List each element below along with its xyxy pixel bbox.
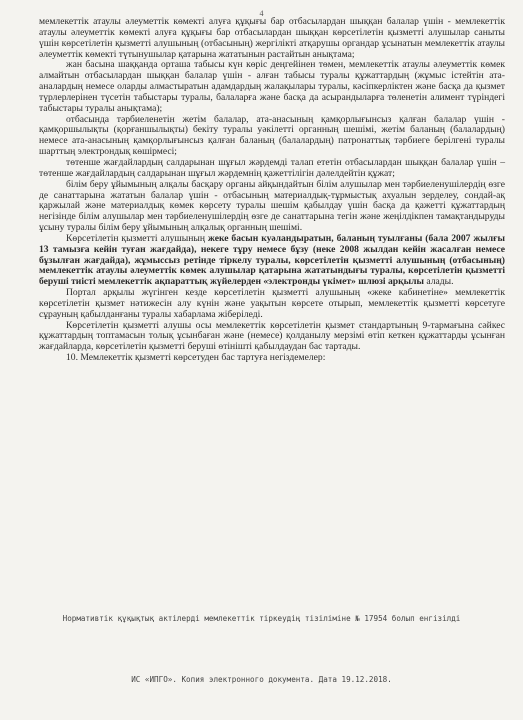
- paragraph-atauly-komek: мемлекеттік атаулы әлеуметтік көмекті алуға құқығы бар отбасылардан шыққан балалар үшін - мемлекеттік атаулы әлеуметтік көмекті алуға құқығы бар отбасылардан шыққан көрсетілетін қызметті алушылар саныты үшін көрсетілетін қызметті алушының (отбасының) жергілікті атқарушы органдар ұсынатын мемлекеттік атаулы әлеуметтік көмекті түтынушылар қатарына жататынын растайтын анықтама;: [39, 16, 505, 60]
- section-heading: 10. Мемлекеттік қызметті көрсетуден бас тартуға негіздемелер:: [66, 352, 326, 364]
- data-sources-lead: Көрсетілетін қызметті алушының: [66, 232, 208, 244]
- paragraph-refusal: Көрсетілетін қызметті алушы осы мемлекеттік көрсетілетін қызмет стандартының 9-тармағына сәйкес құжаттардың топтамасын толық ұсынбаған және (немесе) қолданылу мерзімі өтіп кеткен құжаттарды ұсынған жағдайларда, көрсетілетін қызметті беруші өтінішті қабылдаудан бас тартады.: [39, 319, 505, 353]
- data-sources-tail: алады.: [424, 276, 454, 288]
- paragraph-orphans: отбасында тәрбиеленетін жетім балалар, ата-анасының қамқорлығынсыз қалған балалар үшін - қамқоршылықты (қорғаншылықты) бекіту туралы уәкілетті органның шешімі, жетім баланың (балалардың) немесе ата-анасының қамқорлығынсыз қалған баланың (балалардың) патронаттық тәрбиеге берілгені туралы шарттың электрондық көшірмесі;: [39, 113, 505, 158]
- data-sources-bold: жеке басын куәландыратын, баланың туылғаны (бала 2007 жылғы 13 тамызға кейін туған жағдайда), некеге тұру немесе бұзу (неке 2008 жылдан кейін жасалған немесе бұзылған жағдайда), жұмыссыз ретінде тіркелу туралы, көрсетілетін қызметті алушының (отбасының) мемлекеттік атаулы әлеуметтік көмек алушылар қатарына жататындығы туралы, көрсетілетін қызметті беруші тиісті мемлекеттік ақпараттық жүйелерден «электронды үкімет» шлюзі арқылы: [39, 232, 505, 288]
- registry-footer: Нормативтік құқықтық актілерді мемлекеттік тіркеудің тізіліміне № 17954 болып енгізілді: [62, 614, 461, 623]
- paragraph-data-sources: [39, 234, 505, 288]
- page-number: 4: [259, 9, 264, 18]
- copy-footer: ИС «ИПГО». Копия электронного документа. Дата 19.12.2018.: [131, 675, 392, 684]
- paragraph-portal: Портал арқылы жүгінген кезде көрсетілетін қызметті алушының «жеке кабинетіне» мемлекеттік көрсетілетін қызмет нәтижесін алу күнін және уақытын көрсете отырып, мемлекеттік қызметті көрсетуге сұрауның қабылданғаны туралы хабарлама жіберіледі.: [39, 287, 505, 320]
- paragraph-emergency: төтенше жағдайлардың салдарынан шұғыл жәрдемді талап ететін отбасылардан шыққан балалар үшін – төтенше жағдайлардың салдарынан шұғыл жәрдемнің қажеттілігін дәлелдейтін құжат;: [39, 156, 505, 179]
- paragraph-other-categories: білім беру ұйымының алқалы басқару органы айқындайтын білім алушылар мен тәрбиеленушілердің өзге де санаттарына жататын балалар үшін - отбасының материалдық-тұрмыстық ахуалын зерделеу, сондай-ақ қаржылай және материалдық көмек көрсету туралы шешім қабылдау үшін басқа да қажетті құжаттардың негізінде білім алушылар мен тәрбиеленушілердің өзге де санаттарына тегін және жеңілдікпен тамақтандыруды ұсыну туралы білім беру ұйымының алқалық органның шешімі.: [39, 178, 505, 234]
- document-body: [39, 17, 505, 364]
- paragraph-low-income: жан басына шаққанда орташа табысы күн көріс деңгейінен төмен, мемлекеттік атаулы әлеуметтік көмек алмайтын отбасылардан шыққан балалар үшін - алған табысы туралы құжаттардың (жұмыс істейтін ата-аналардың немесе оларды алмастыратын адамдардың жалақылары туралы, кәсіпкерліктен және басқа да қызмет түрлерлерінен түсетін табыстары туралы, балаларға және басқа да асырандыларға төленетін алимент түріндегі табыстары туралы анықтама);: [39, 59, 505, 114]
